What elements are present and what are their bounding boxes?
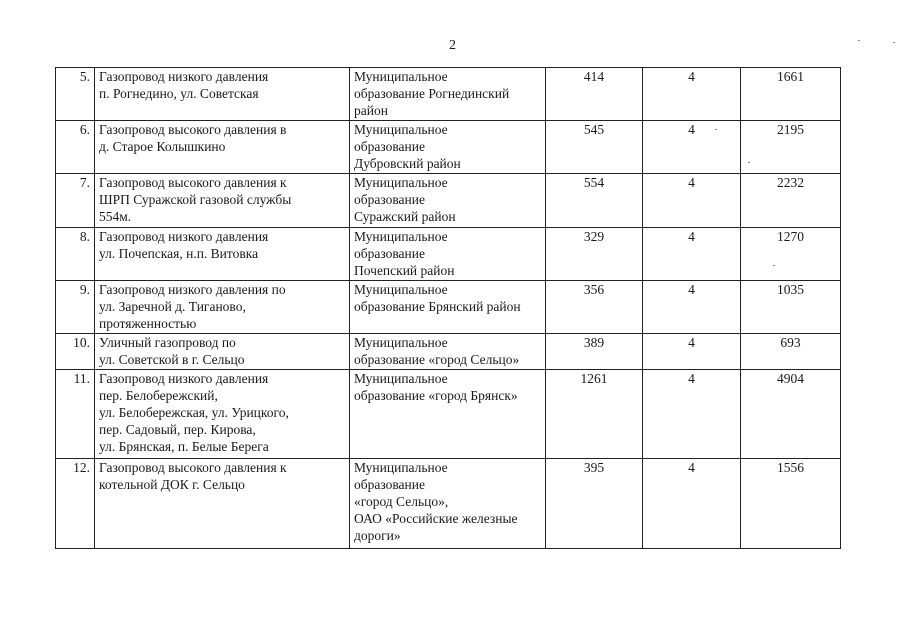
object-name-line: ул. Советской в г. Сельцо xyxy=(99,352,245,367)
owner-line: Муниципальное xyxy=(354,282,448,297)
owner xyxy=(350,174,546,228)
object-name-line: ШРП Суражской газовой службы xyxy=(99,192,292,207)
value-col-a: 389 xyxy=(546,334,643,370)
value-col-b: 4 xyxy=(643,281,741,334)
value-col-c: 693 xyxy=(741,334,841,370)
value-col-a: 329 xyxy=(546,228,643,281)
value-col-a: 395 xyxy=(546,459,643,549)
scan-speck xyxy=(715,129,717,130)
object-name-line: д. Старое Колышкино xyxy=(99,139,226,154)
value-col-c: 1270 xyxy=(741,228,841,281)
scan-speck xyxy=(893,42,895,43)
owner-line: «город Сельцо», xyxy=(354,494,449,509)
value-col-b: 4 xyxy=(643,121,741,174)
table-body xyxy=(56,68,841,549)
object-name-line: ул. Почепская, н.п. Витовка xyxy=(99,246,259,261)
object-name-line: котельной ДОК г. Сельцо xyxy=(99,477,245,492)
owner xyxy=(350,370,546,459)
object-name-line: Газопровод низкого давления xyxy=(99,371,269,386)
object-name-line: Газопровод низкого давления xyxy=(99,229,269,244)
value-col-b: 4 xyxy=(643,228,741,281)
owner-line: Муниципальное xyxy=(354,122,448,137)
object-name xyxy=(95,459,350,549)
owner xyxy=(350,281,546,334)
owner-line: Муниципальное xyxy=(354,371,448,386)
table-row xyxy=(56,370,841,459)
row-number: 6. xyxy=(56,121,95,174)
owner xyxy=(350,228,546,281)
object-name-line: Газопровод высокого давления к xyxy=(99,460,287,475)
value-col-c: 1556 xyxy=(741,459,841,549)
value-col-a: 545 xyxy=(546,121,643,174)
table-row xyxy=(56,334,841,370)
object-name xyxy=(95,228,350,281)
table-row xyxy=(56,281,841,334)
owner xyxy=(350,334,546,370)
object-name xyxy=(95,281,350,334)
owner-line: образование Рогнединский xyxy=(354,86,510,101)
value-col-b: 4 xyxy=(643,370,741,459)
owner-line: образование xyxy=(354,139,425,154)
object-name-line: Газопровод высокого давления к xyxy=(99,175,287,190)
owner-line: Почепский район xyxy=(354,263,455,278)
object-name-line: протяженностью xyxy=(99,316,197,331)
owner-line: образование xyxy=(354,477,425,492)
owner-line: образование xyxy=(354,246,425,261)
owner-line: Муниципальное xyxy=(354,229,448,244)
table-row xyxy=(56,228,841,281)
owner-line: Дубровский район xyxy=(354,156,461,171)
object-name xyxy=(95,174,350,228)
value-col-c: 2232 xyxy=(741,174,841,228)
owner-line: образование xyxy=(354,192,425,207)
owner-line: дороги» xyxy=(354,528,401,543)
table-row xyxy=(56,121,841,174)
page-number: 2 xyxy=(449,38,456,53)
owner-line: Суражский район xyxy=(354,209,456,224)
value-col-a: 554 xyxy=(546,174,643,228)
row-number: 8. xyxy=(56,228,95,281)
row-number: 11. xyxy=(56,370,95,459)
owner-line: район xyxy=(354,103,388,118)
object-name-line: п. Рогнедино, ул. Советская xyxy=(99,86,259,101)
object-name-line: Газопровод высокого давления в xyxy=(99,122,287,137)
owner-line: Муниципальное xyxy=(354,460,448,475)
table-row xyxy=(56,174,841,228)
owner xyxy=(350,68,546,121)
object-name xyxy=(95,68,350,121)
owner-line: Муниципальное xyxy=(354,175,448,190)
owner xyxy=(350,459,546,549)
value-col-b: 4 xyxy=(643,68,741,121)
row-number: 12. xyxy=(56,459,95,549)
object-name-line: ул. Брянская, п. Белые Берега xyxy=(99,439,269,454)
object-name xyxy=(95,334,350,370)
table-row xyxy=(56,68,841,121)
object-name-line: пер. Белобережский, xyxy=(99,388,218,403)
row-number: 10. xyxy=(56,334,95,370)
value-col-b: 4 xyxy=(643,334,741,370)
scan-speck xyxy=(773,265,775,266)
row-number: 7. xyxy=(56,174,95,228)
value-col-b: 4 xyxy=(643,174,741,228)
object-name-line: Газопровод низкого давления xyxy=(99,69,269,84)
value-col-b: 4 xyxy=(643,459,741,549)
object-name-line: ул. Заречной д. Тиганово, xyxy=(99,299,246,314)
owner-line: Муниципальное xyxy=(354,335,448,350)
owner-line: Муниципальное xyxy=(354,69,448,84)
scan-speck xyxy=(748,162,750,163)
object-name-line: ул. Белобережская, ул. Урицкого, xyxy=(99,405,289,420)
row-number: 5. xyxy=(56,68,95,121)
value-col-a: 414 xyxy=(546,68,643,121)
value-col-c: 1035 xyxy=(741,281,841,334)
owner-line: образование «город Брянск» xyxy=(354,388,518,403)
owner-line: ОАО «Российские железные xyxy=(354,511,518,526)
object-name-line: 554м. xyxy=(99,209,132,224)
gas-pipeline-table xyxy=(55,67,841,549)
table-row xyxy=(56,459,841,549)
owner-line: образование Брянский район xyxy=(354,299,521,314)
object-name-line: пер. Садовый, пер. Кирова, xyxy=(99,422,256,437)
value-col-c: 2195 xyxy=(741,121,841,174)
object-name xyxy=(95,121,350,174)
value-col-c: 4904 xyxy=(741,370,841,459)
value-col-a: 356 xyxy=(546,281,643,334)
owner-line: образование «город Сельцо» xyxy=(354,352,520,367)
object-name xyxy=(95,370,350,459)
object-name-line: Уличный газопровод по xyxy=(99,335,236,350)
owner xyxy=(350,121,546,174)
value-col-c: 1661 xyxy=(741,68,841,121)
row-number: 9. xyxy=(56,281,95,334)
value-col-a: 1261 xyxy=(546,370,643,459)
scan-speck xyxy=(858,40,860,41)
object-name-line: Газопровод низкого давления по xyxy=(99,282,286,297)
